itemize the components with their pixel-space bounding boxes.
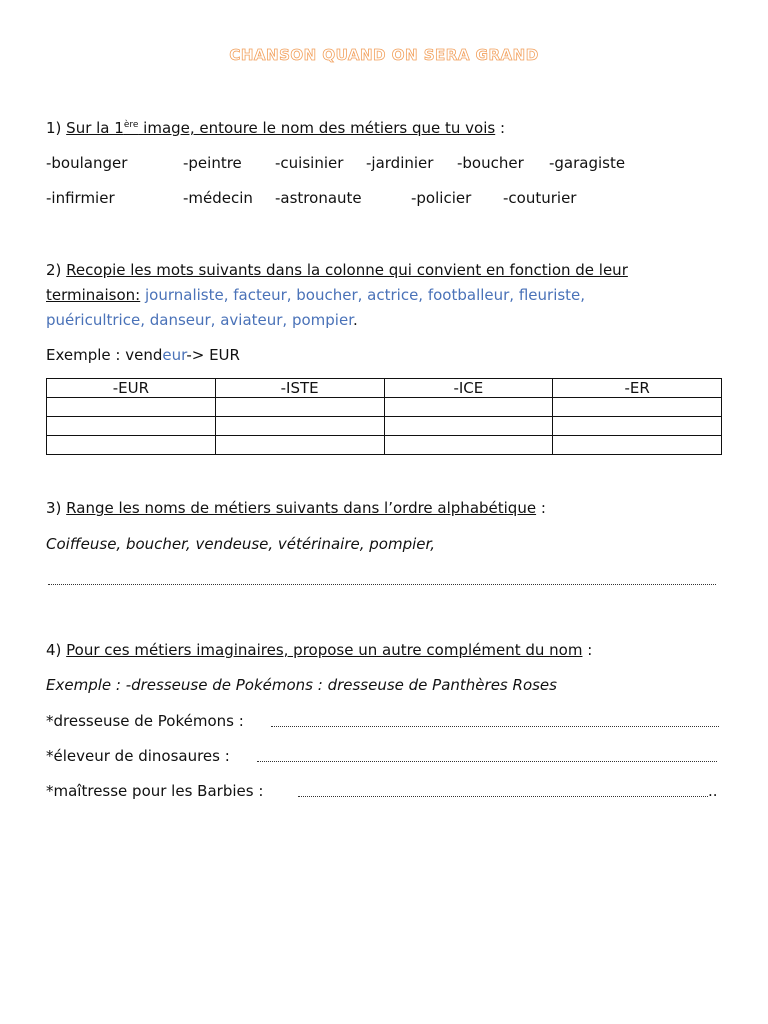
answer-line-q4-3-tail: .. [708,782,718,800]
example-suffix: eur [162,346,187,364]
job-word: -astronaute [275,189,362,207]
question-2-words-a: journaliste, facteur, boucher, actrice, footballeur, fleuriste, [140,286,586,304]
table-row [47,436,722,455]
column-header-iste: -ISTE [215,379,384,398]
question-2-prompt [46,260,628,280]
answer-line-q4-2[interactable] [257,761,717,762]
question-4-instruction: Pour ces métiers imaginaires, propose un autre complément du nom [66,641,583,659]
table-cell[interactable] [47,436,216,455]
question-1-superscript: ère [123,120,139,130]
table-header-row [47,379,722,398]
imaginary-job-2: *éleveur de dinosaures : [46,747,230,765]
question-4-prompt [46,640,592,660]
question-4-number: 4) [46,641,67,659]
table-cell[interactable] [47,417,216,436]
job-word: -couturier [503,189,577,207]
answer-line-q4-3[interactable] [298,796,708,797]
question-3-prompt [46,498,546,518]
table-row [47,417,722,436]
question-2-terminaison: terminaison: [46,286,141,304]
answer-line-q4-1[interactable] [271,726,719,727]
job-word: -boulanger [46,154,128,172]
question-4-colon: : [582,641,593,659]
question-3-instruction: Range les noms de métiers suivants dans l’ordre alphabétique [66,499,537,517]
job-word: -policier [411,189,472,207]
table-cell[interactable] [215,417,384,436]
question-1-colon: : [495,119,506,137]
job-word: -cuisinier [275,154,344,172]
question-1-text-b: image, entoure le nom des métiers que tu vois [138,119,496,137]
column-header-eur: -EUR [47,379,216,398]
table-cell[interactable] [553,436,722,455]
table-cell[interactable] [553,417,722,436]
question-1-number: 1) [46,119,67,137]
job-word: -boucher [457,154,524,172]
question-1-text-a: Sur la 1 [66,119,124,137]
question-1-prompt [46,118,505,138]
imaginary-job-3: *maîtresse pour les Barbies : [46,782,264,800]
job-word: -médecin [183,189,253,207]
job-word: -garagiste [549,154,626,172]
answer-line-q3[interactable] [48,584,716,585]
table-cell[interactable] [553,398,722,417]
table-cell[interactable] [384,398,553,417]
question-2-period: . [352,311,358,329]
table-cell[interactable] [384,436,553,455]
question-4-example: Exemple : -dresseuse de Pokémons : dresseuse de Panthères Roses [46,676,557,694]
suffix-table [46,378,722,455]
job-word: -infirmier [46,189,115,207]
imaginary-job-1: *dresseuse de Pokémons : [46,712,244,730]
question-2-words-b: puéricultrice, danseur, aviateur, pompier [46,311,353,329]
job-word: -jardinier [366,154,434,172]
table-cell[interactable] [384,417,553,436]
example-text-c: -> EUR [186,346,240,364]
question-3-colon: : [536,499,546,517]
table-cell[interactable] [215,436,384,455]
question-3-number: 3) [46,499,67,517]
column-header-ice: -ICE [384,379,553,398]
question-2-example [46,345,240,365]
question-3-words: Coiffeuse, boucher, vendeuse, vétérinaire, pompier, [46,535,436,553]
job-word: -peintre [183,154,242,172]
question-2-instruction: Recopie les mots suivants dans la colonne qui convient en fonction de leur [66,261,628,279]
table-cell[interactable] [47,398,216,417]
question-2-words-line-1 [46,285,585,305]
worksheet-title: CHANSON QUAND ON SERA GRAND [229,46,539,64]
example-text-a: Exemple : vend [46,346,163,364]
table-cell[interactable] [215,398,384,417]
question-2-number: 2) [46,261,67,279]
column-header-er: -ER [553,379,722,398]
table-row [47,398,722,417]
question-1-instruction [66,119,495,137]
question-2-words-line-2 [46,310,358,330]
